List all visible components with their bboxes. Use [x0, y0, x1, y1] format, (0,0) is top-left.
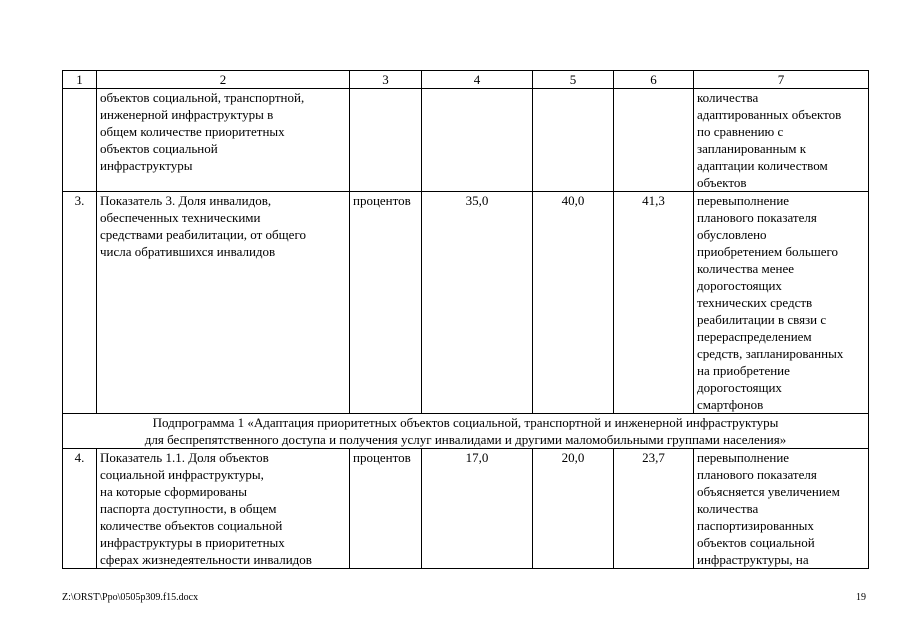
text-line: планового показателя [697, 467, 817, 482]
value-cell [422, 89, 533, 192]
text-line: Показатель 1.1. Доля объектов [100, 450, 269, 465]
text-line: социальной инфраструктуры, [100, 467, 264, 482]
text-line: паспорта доступности, в общем [100, 501, 277, 516]
indicator-name-cell [97, 449, 350, 569]
text-line: планового показателя [697, 210, 817, 225]
explanation-cell [694, 192, 869, 414]
text-line: инфраструктуры, на [697, 552, 809, 567]
value-cell-col6: 23,7 [614, 449, 694, 569]
header-cell: 7 [694, 71, 869, 89]
indicator-name-cell [97, 89, 350, 192]
header-cell: 3 [350, 71, 422, 89]
table-row-continued [63, 89, 869, 192]
value-cell-col4: 35,0 [422, 192, 533, 414]
footer-page-number: 19 [856, 592, 866, 603]
header-cell: 2 [97, 71, 350, 89]
text-line: инфраструктуры в приоритетных [100, 535, 285, 550]
text-line: средствами реабилитации, от общего [100, 227, 306, 242]
table-row-4 [63, 449, 869, 569]
text-line: средств, запланированных [697, 346, 844, 361]
row-number-cell [63, 89, 97, 192]
value-cell [533, 89, 614, 192]
text-line: адаптации количеством [697, 158, 828, 173]
text-line: сферах жизнедеятельности инвалидов [100, 552, 312, 567]
explanation-cell [694, 449, 869, 569]
header-cell: 6 [614, 71, 694, 89]
subprogram-title-line: Подпрограмма 1 «Адаптация приоритетных объектов социальной, транспортной и инженерной инфраструктуры [152, 415, 779, 430]
text-line: количества [697, 90, 759, 105]
footer-file-path: Z:\ORST\Ppo\0505p309.f15.docx [62, 592, 199, 603]
text-line: приобретением большего [697, 244, 839, 259]
value-cell-col6: 41,3 [614, 192, 694, 414]
value-cell-col5: 20,0 [533, 449, 614, 569]
text-line: перераспределением [697, 329, 812, 344]
subprogram-title-line: для беспрепятственного доступа и получения услуг инвалидами и другими маломобильными группами населения» [144, 432, 787, 447]
row-number-cell: 3. [63, 192, 97, 414]
subprogram-row [63, 414, 869, 449]
unit-cell: процентов [350, 449, 422, 569]
value-cell-col4: 17,0 [422, 449, 533, 569]
text-line: технических средств [697, 295, 813, 310]
text-line: перевыполнение [697, 450, 790, 465]
text-line: адаптированных объектов [697, 107, 842, 122]
row-number-cell: 4. [63, 449, 97, 569]
text-line: инфраструктуры [100, 158, 193, 173]
text-line: объектов социальной [697, 535, 815, 550]
header-cell: 1 [63, 71, 97, 89]
text-line: инженерной инфраструктуры в [100, 107, 274, 122]
text-line: на которые сформированы [100, 484, 247, 499]
text-line: запланированным к [697, 141, 807, 156]
text-line: смартфонов [697, 397, 764, 412]
header-cell: 4 [422, 71, 533, 89]
text-line: обеспеченных техническими [100, 210, 261, 225]
header-cell: 5 [533, 71, 614, 89]
text-line: дорогостоящих [697, 380, 782, 395]
text-line: количества менее [697, 261, 794, 276]
report-table [62, 70, 869, 569]
unit-cell [350, 89, 422, 192]
text-line: Показатель 3. Доля инвалидов, [100, 193, 272, 208]
value-cell-col5: 40,0 [533, 192, 614, 414]
text-line: объектов [697, 175, 747, 190]
text-line: общем количестве приоритетных [100, 124, 285, 139]
text-line: паспортизированных [697, 518, 814, 533]
text-line: числа обратившихся инвалидов [100, 244, 276, 259]
text-line: реабилитации в связи с [697, 312, 827, 327]
unit-cell: процентов [350, 192, 422, 414]
table-row-3 [63, 192, 869, 414]
explanation-cell [694, 89, 869, 192]
text-line: количестве объектов социальной [100, 518, 283, 533]
text-line: дорогостоящих [697, 278, 782, 293]
text-line: количества [697, 501, 759, 516]
text-line: обусловлено [697, 227, 767, 242]
text-line: объектов социальной [100, 141, 218, 156]
indicator-name-cell [97, 192, 350, 414]
subprogram-title-cell [63, 414, 869, 449]
header-row [63, 71, 869, 89]
text-line: по сравнению с [697, 124, 784, 139]
text-line: объектов социальной, транспортной, [100, 90, 305, 105]
text-line: перевыполнение [697, 193, 790, 208]
text-line: на приобретение [697, 363, 790, 378]
value-cell [614, 89, 694, 192]
text-line: объясняется увеличением [697, 484, 840, 499]
